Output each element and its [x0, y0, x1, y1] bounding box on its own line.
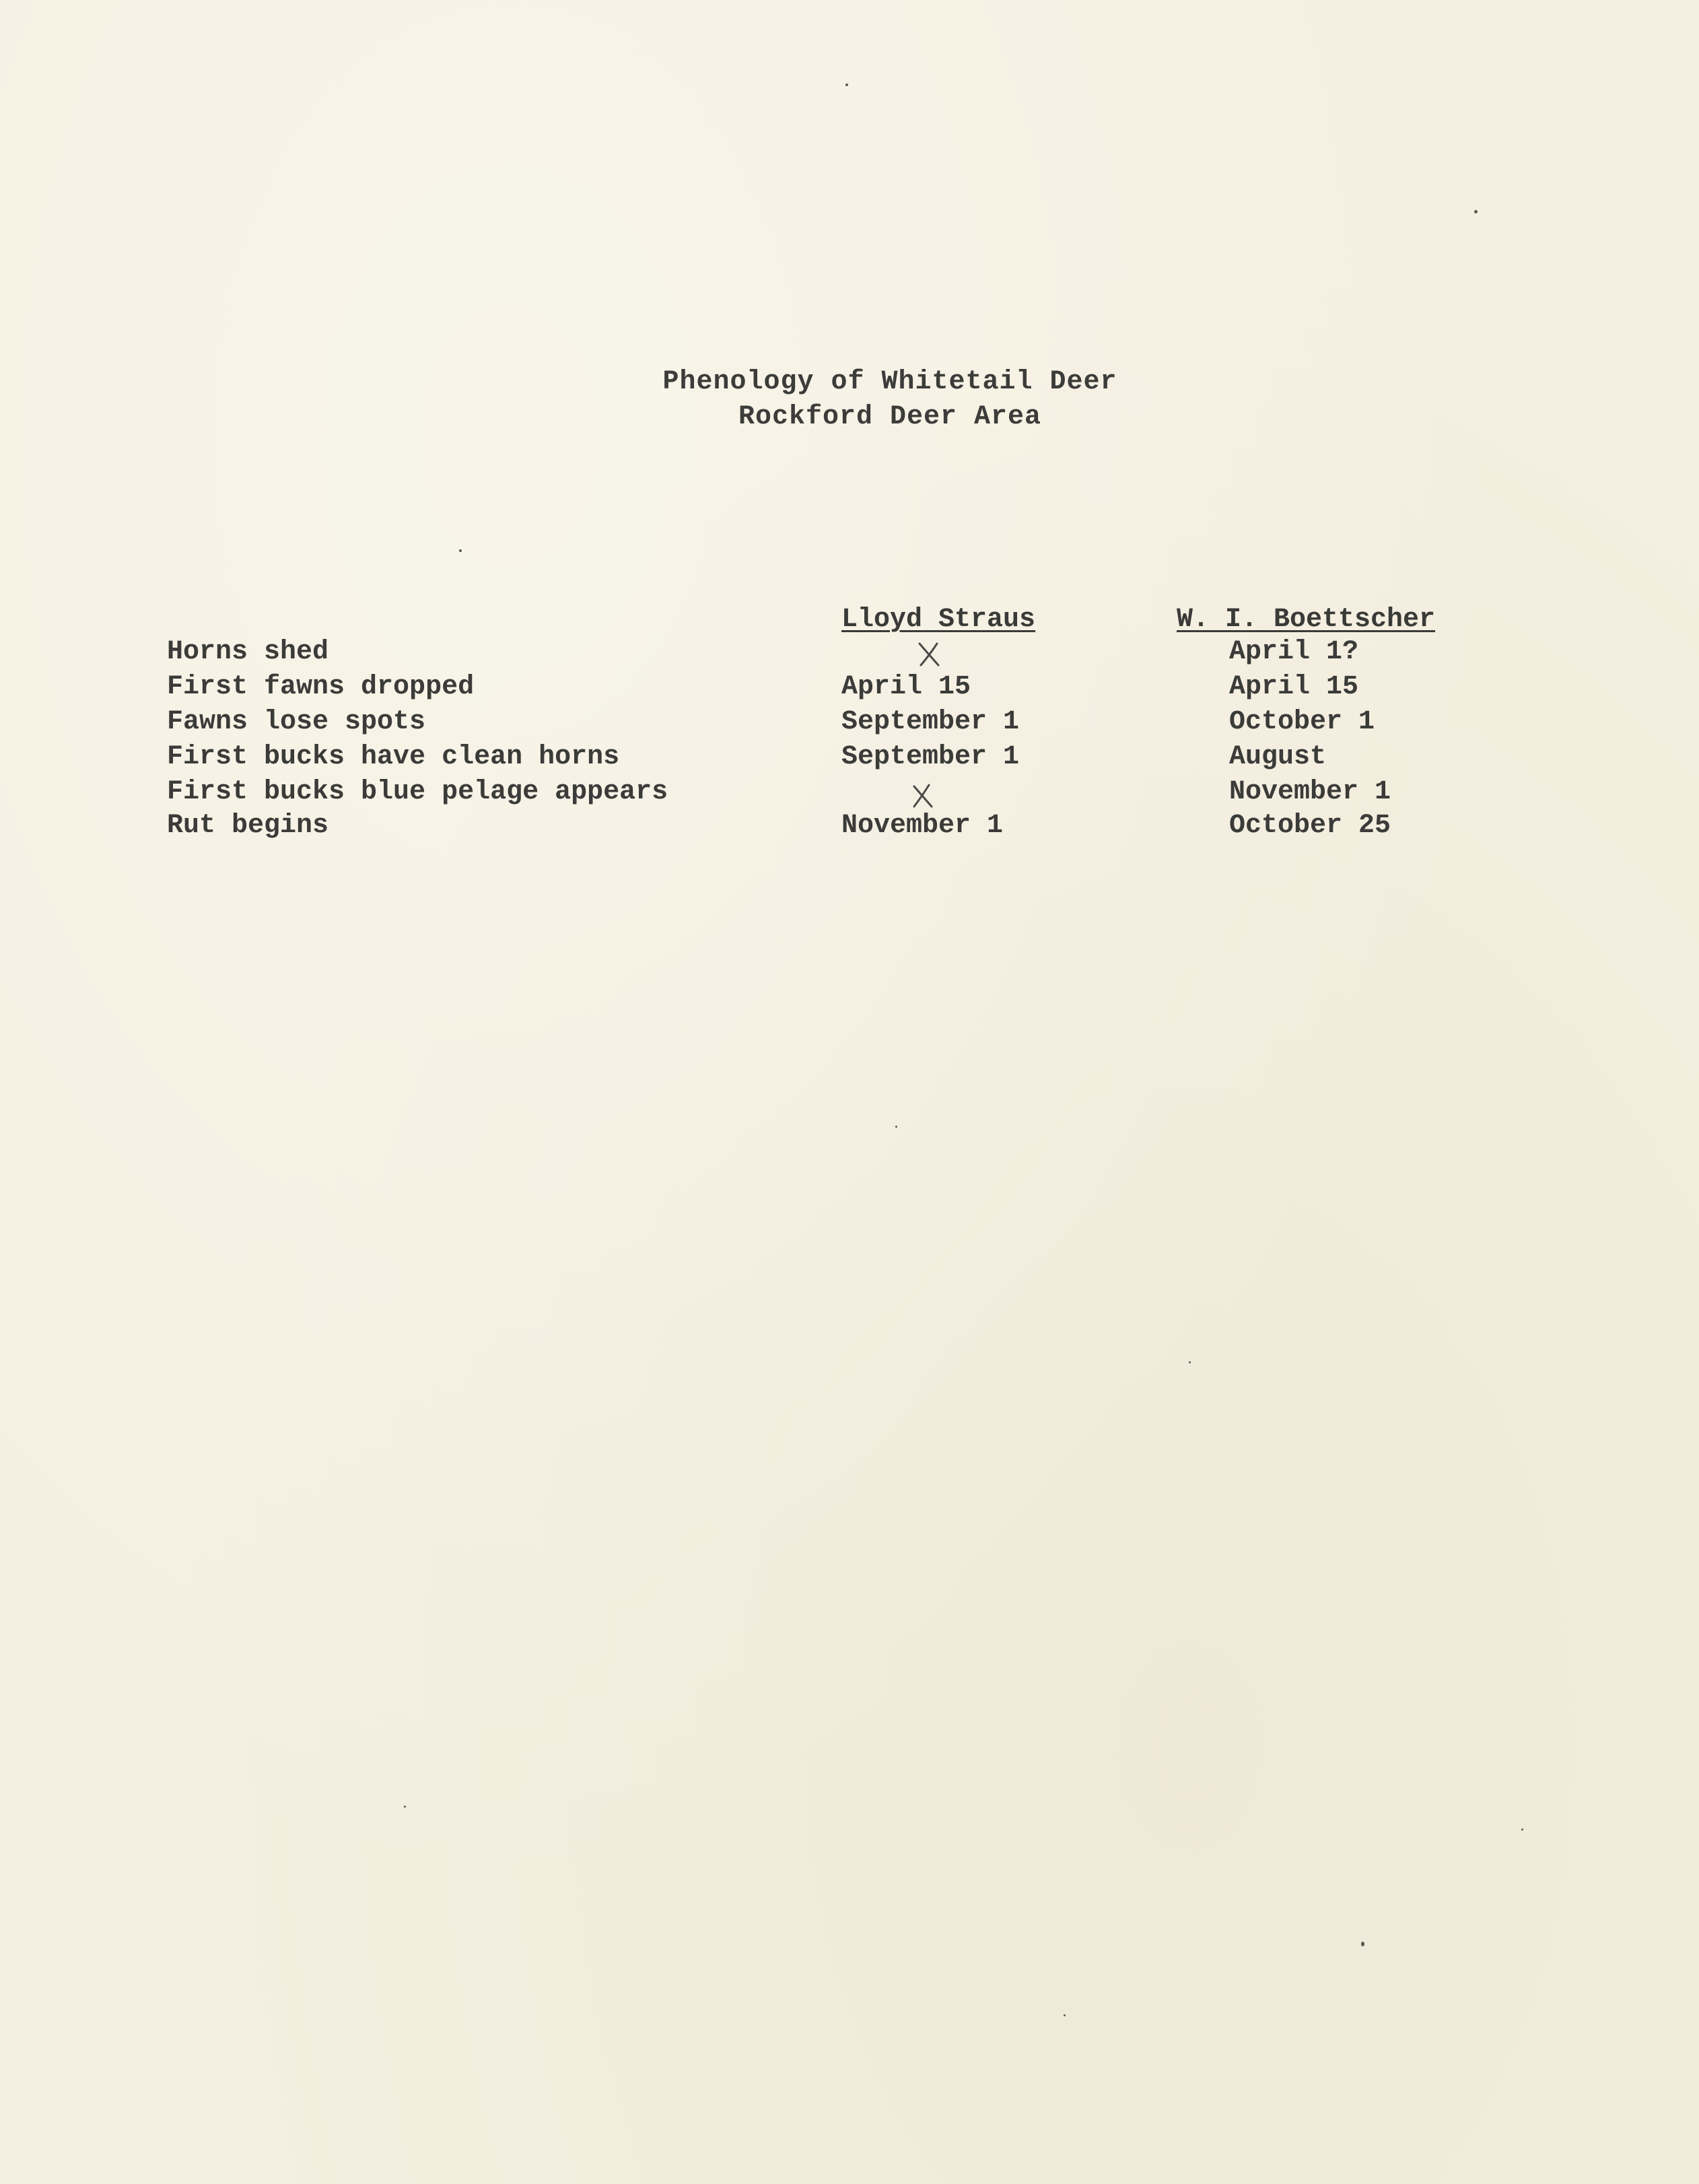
row-label-blue-pelage: First bucks blue pelage appears [167, 777, 668, 807]
row-label-clean-horns: First bucks have clean horns [167, 742, 620, 772]
row-label-fawns-lose-spots: Fawns lose spots [167, 707, 426, 737]
paper-speck [404, 1806, 406, 1808]
paper-speck [1521, 1829, 1523, 1831]
straus-clean-horns: September 1 [841, 742, 1020, 772]
boettscher-blue-pelage: November 1 [1229, 777, 1391, 807]
straus-rut-begins: November 1 [841, 811, 1004, 841]
boettscher-rut-begins: October 25 [1229, 811, 1391, 841]
column-header-boettscher: W. I. Boettscher [1177, 605, 1436, 635]
row-label-first-fawns: First fawns dropped [167, 672, 475, 702]
paper-speck [1474, 210, 1478, 213]
document-subtitle: Rockford Deer Area [738, 402, 1042, 432]
paper-speck [1064, 2014, 1066, 2016]
straus-first-fawns: April 15 [841, 672, 971, 702]
paper-speck [845, 83, 848, 86]
paper-speck [1361, 1942, 1364, 1946]
handwritten-x-mark [907, 781, 937, 811]
boettscher-horns-shed: April 1? [1229, 637, 1359, 667]
boettscher-first-fawns: April 15 [1229, 672, 1359, 702]
column-header-straus: Lloyd Straus [841, 605, 1036, 635]
document-title: Phenology of Whitetail Deer [662, 367, 1117, 397]
paper-speck [459, 549, 462, 552]
handwritten-x-mark [914, 640, 944, 669]
paper-speck [895, 1126, 897, 1128]
paper-speck [1189, 1361, 1191, 1363]
straus-fawns-lose-spots: September 1 [841, 707, 1020, 737]
boettscher-fawns-lose-spots: October 1 [1229, 707, 1375, 737]
row-label-rut-begins: Rut begins [167, 811, 329, 841]
boettscher-clean-horns: August [1229, 742, 1327, 772]
row-label-horns-shed: Horns shed [167, 637, 329, 667]
